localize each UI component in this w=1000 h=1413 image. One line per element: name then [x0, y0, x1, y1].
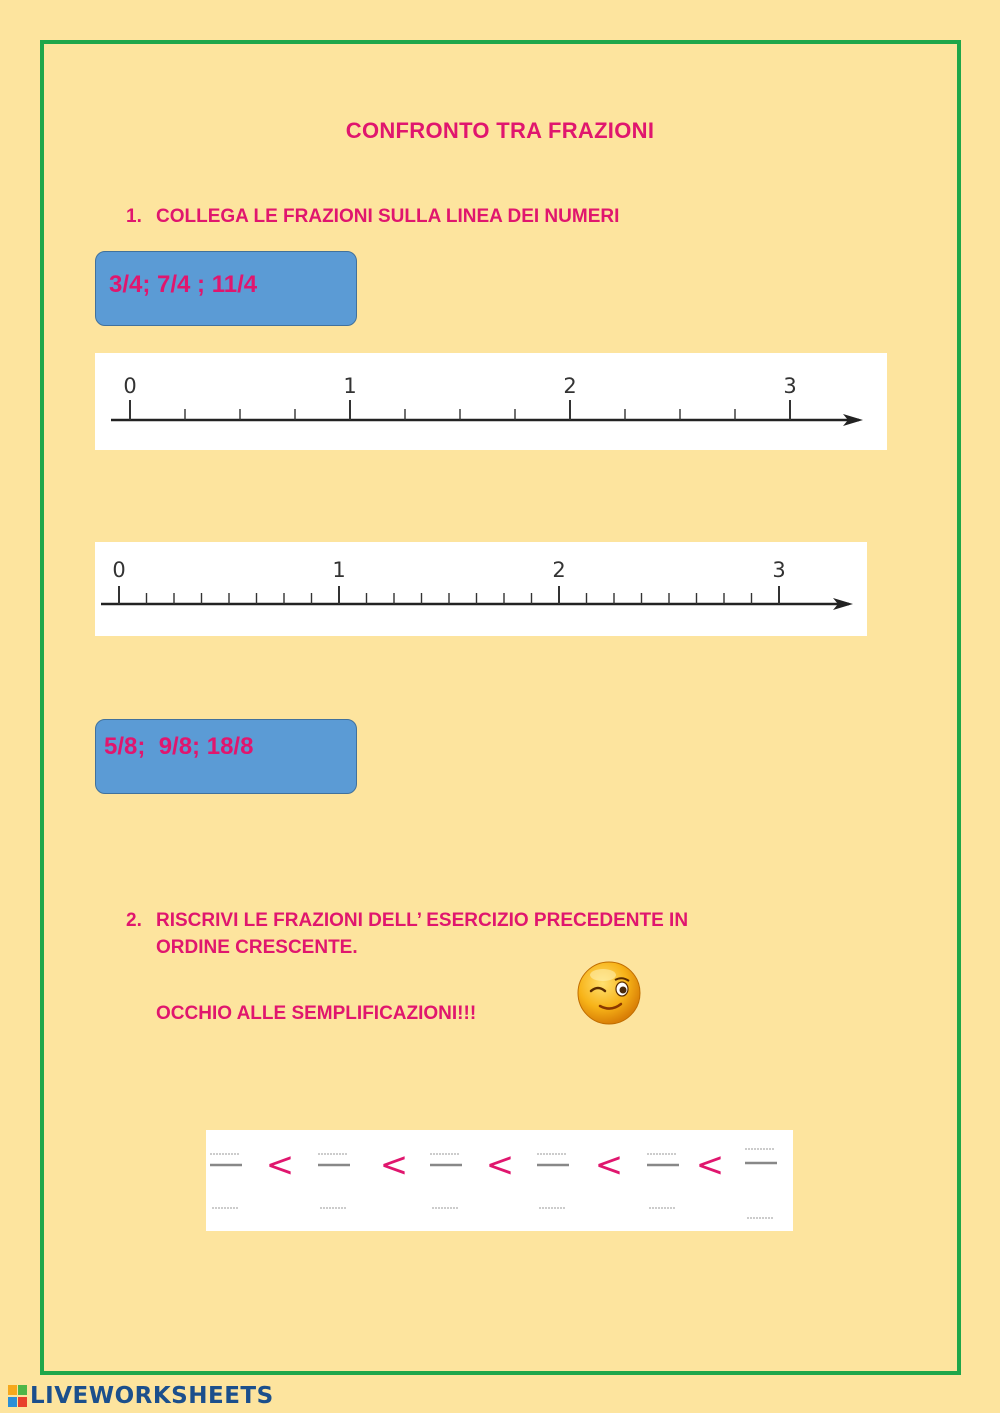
exercise-2-line-1: RISCRIVI LE FRAZIONI DELL’ ESERCIZIO PRECEDENTE IN — [156, 910, 689, 931]
less-than-sign: < — [265, 1145, 295, 1185]
fraction-blank[interactable] — [210, 1154, 242, 1208]
tick-label: 0 — [123, 374, 137, 398]
less-than-sign: < — [379, 1145, 409, 1185]
exercise-2-line-2: ORDINE CRESCENTE. — [156, 937, 358, 958]
liveworksheets-logo — [8, 1381, 274, 1411]
fraction-blank[interactable] — [430, 1154, 462, 1208]
tick-label: 3 — [772, 558, 786, 582]
liveworksheets-logo-text: LIVEWORKSHEETS — [30, 1383, 274, 1409]
tick-label: 3 — [783, 374, 797, 398]
exercise-1-number: 1. — [126, 206, 142, 227]
number-line-eighths[interactable] — [95, 542, 867, 636]
fractions-box-eighths-text: 5/8; 9/8; 18/8 — [104, 733, 254, 760]
less-than-sign: < — [695, 1145, 725, 1185]
fraction-blank[interactable] — [647, 1154, 679, 1208]
liveworksheets-logo-icon — [8, 1384, 28, 1408]
fraction-blank[interactable] — [318, 1154, 350, 1208]
exercise-1-instruction — [126, 203, 619, 230]
fractions-box-quarters-text: 3/4; 7/4 ; 11/4 — [109, 271, 258, 298]
tick-label: 2 — [563, 374, 577, 398]
tick-label: 2 — [552, 558, 566, 582]
exercise-2-number: 2. — [126, 910, 142, 931]
exercise-1-text: COLLEGA LE FRAZIONI SULLA LINEA DEI NUMERI — [156, 206, 620, 227]
page-title: CONFRONTO TRA FRAZIONI — [345, 118, 655, 143]
less-than-sign: < — [485, 1145, 515, 1185]
less-than-sign: < — [594, 1145, 624, 1185]
tick-label: 0 — [112, 558, 126, 582]
exercise-2-line-3: OCCHIO ALLE SEMPLIFICAZIONI!!! — [156, 1003, 477, 1024]
fraction-blank[interactable] — [537, 1154, 569, 1208]
tick-label: 1 — [343, 374, 357, 398]
winking-emoji-icon — [576, 960, 642, 1026]
fractions-box-quarters — [95, 251, 357, 326]
fraction-blank[interactable] — [745, 1149, 777, 1218]
tick-label: 1 — [332, 558, 346, 582]
fractions-box-eighths — [95, 719, 357, 794]
number-line-quarters[interactable] — [95, 353, 887, 450]
ordering-answer-strip[interactable] — [206, 1130, 793, 1231]
